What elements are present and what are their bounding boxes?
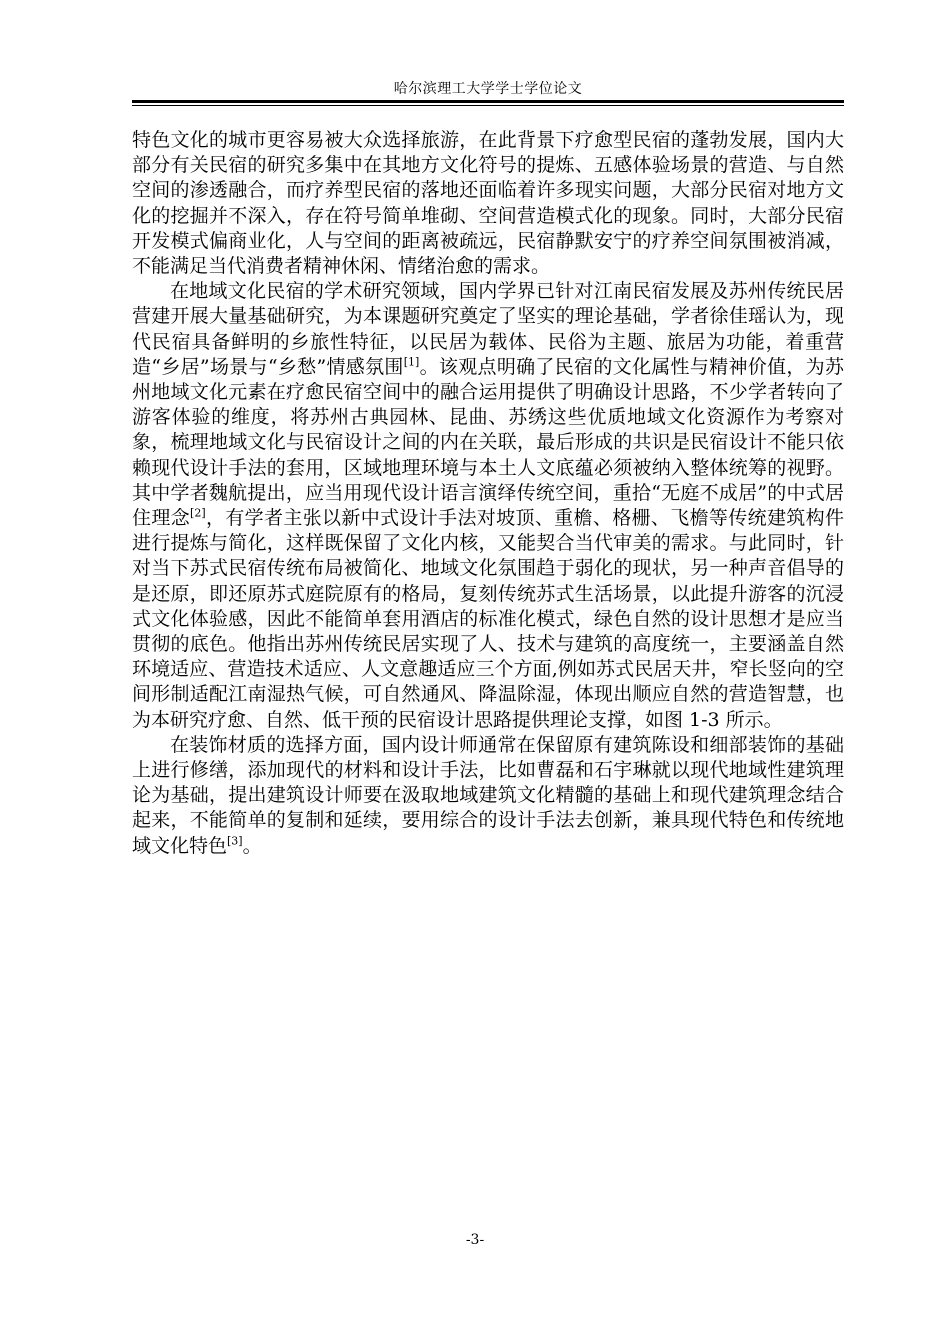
header-rule-thin xyxy=(132,105,844,106)
page-number: -3- xyxy=(465,1232,485,1248)
paragraph-3-part-2: 。 xyxy=(242,834,262,857)
header-rule-thick xyxy=(132,100,844,103)
paragraph-2 xyxy=(132,279,844,733)
body-text xyxy=(132,128,844,859)
citation-1: [1] xyxy=(403,355,420,369)
paragraph-2-part-1: 在地域文化民宿的学术研究领域，国内学界已针对江南民宿发展及苏州传统民居营建开展大量基础研究，为本课题研究奠定了坚实的理论基础，学者徐佳瑶认为，现代民宿具备鲜明的乡旅性特征，以民居为载体、民俗为主题、旅居为功能，着重营造“乡居”场景与“乡愁”情感氛围 xyxy=(132,280,844,378)
paragraph-3 xyxy=(132,733,844,859)
citation-3: [3] xyxy=(227,834,243,848)
paragraph-1: 特色文化的城市更容易被大众选择旅游，在此背景下疗愈型民宿的蓬勃发展，国内大部分有关民宿的研究多集中在其地方文化符号的提炼、五感体验场景的营造、与自然空间的渗透融合，而疗养型民宿的落地还面临着许多现实问题，大部分民宿对地方文化的挖掘并不深入，存在符号简单堆砌、空间营造模式化的现象。同时，大部分民宿开发模式偏商业化，人与空间的距离被疏远，民宿静默安宁的疗养空间氛围被消减，不能满足当代消费者精神休闲、情绪治愈的需求。 xyxy=(132,129,844,278)
paragraph-3-part-1: 在装饰材质的选择方面，国内设计师通常在保留原有建筑陈设和细部装饰的基础上进行修缮，添加现代的材料和设计手法，比如曹磊和石宇琳就以现代地域性建筑理论为基础，提出建筑设计师要在汲取地域建筑文化精髓的基础上和现代建筑理念结合起来，不能简单的复制和延续，要用综合的设计手法去创新，兼具现代特色和传统地域文化特色 xyxy=(132,733,844,857)
paragraph-2-part-3: ，有学者主张以新中式设计手法对坡顶、重檐、格栅、飞檐等传统建筑构件进行提炼与简化，这样既保留了文化内核，又能契合当代审美的需求。与此同时，针对当下苏式民宿传统布局被简化、地域文化氛围趋于弱化的现状，另一种声音倡导的是还原，即还原苏式庭院原有的格局，复刻传统苏式生活场景，以此提升游客的沉浸式文化体验感，因此不能简单套用酒店的标准化模式，绿色自然的设计思想才是应当贯彻的底色。他指出苏州传统民居实现了人、技术与建筑的高度统一，主要涵盖自然环境适应、营造技术适应、人文意趣适应三个方面,例如苏式民居天井，窄长竖向的空间形制适配江南湿热气候，可自然通风、降温除湿，体现出顺应自然的营造智慧，也为本研究疗愈、自然、低干预的民宿设计思路提供理论支撑，如图 1-3 所示。 xyxy=(132,507,844,731)
citation-2: [2] xyxy=(190,506,206,520)
paragraph-2-part-2: 。该观点明确了民宿的文化属性与精神价值，为苏州地域文化元素在疗愈民宿空间中的融合运用提供了明确设计思路，不少学者转向了游客体验的维度，将苏州古典园林、昆曲、苏绣这些优质地域文化资源作为考察对象，梳理地域文化与民宿设计之间的内在关联，最后形成的共识是民宿设计不能只依赖现代设计手法的套用，区域地理环境与本土人文底蕴必须被纳入整体统筹的视野。其中学者魏航提出，应当用现代设计语言演绎传统空间，重拾“无庭不成居”的中式居住理念 xyxy=(132,355,844,530)
running-header-title: 哈尔滨理工大学学士学位论文 xyxy=(393,81,583,97)
